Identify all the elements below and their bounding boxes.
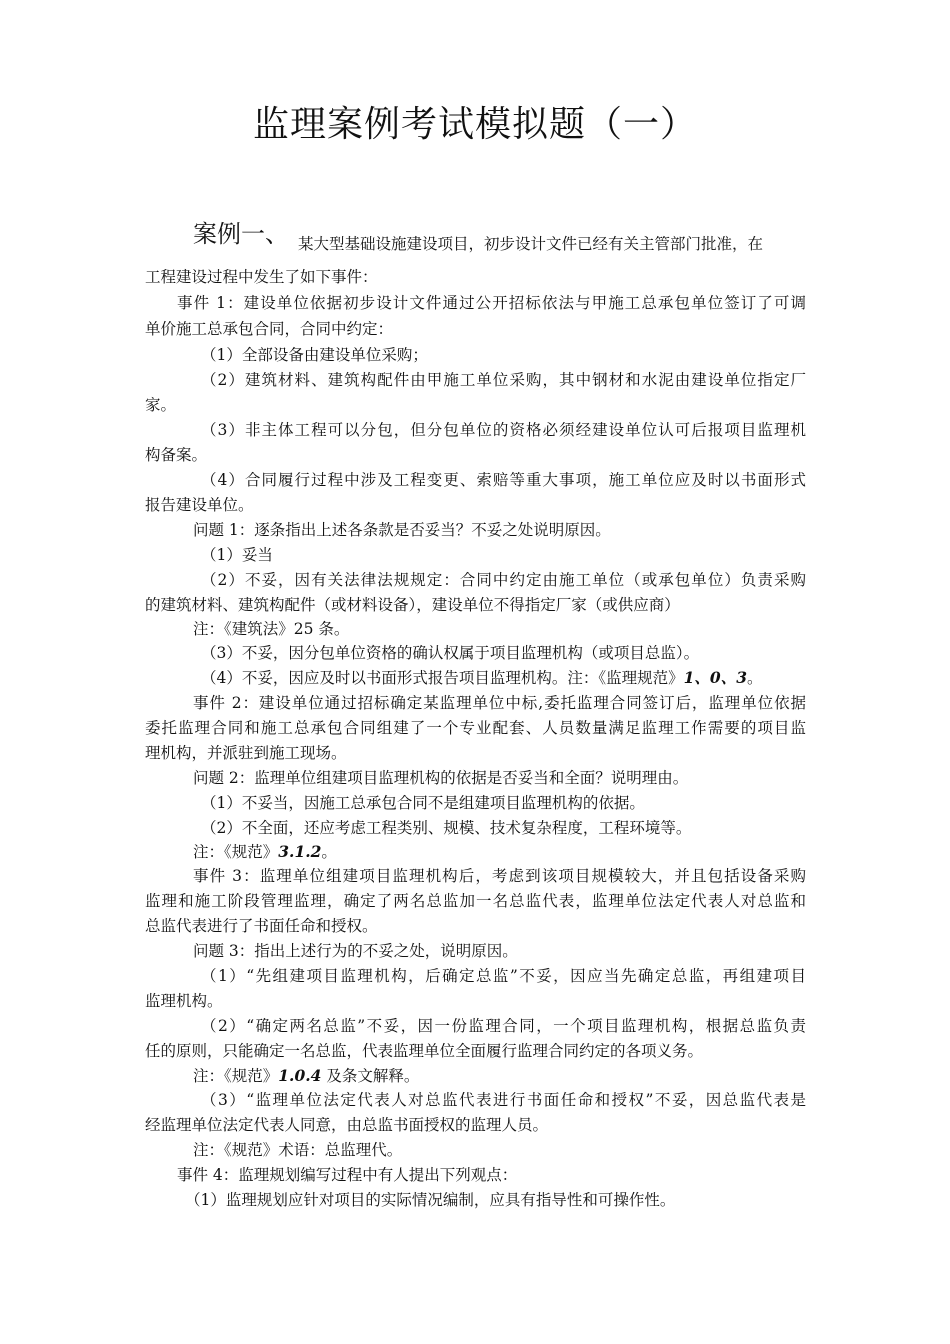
answer-line: （2）不妥，因有关法律法规规定：合同中约定由施工单位（或承包单位）负责采购 [201, 571, 806, 589]
answer-line: 的建筑材料、建筑构配件（或材料设备），建设单位不得指定厂家（或供应商） [145, 596, 680, 614]
document-title: 监理案例考试模拟题（一） [252, 104, 697, 145]
note-line [193, 1064, 419, 1088]
answer-line: （1）妥当 [201, 546, 273, 564]
paragraph-line: 单价施工总承包合同，合同中约定： [145, 320, 394, 338]
note-end: 及条文解释。 [321, 1067, 420, 1085]
note-text: 注：《规范》 [193, 1067, 279, 1085]
paragraph-line: 事件 3：监理单位组建项目监理机构后，考虑到该项目规模较大，并且包括设备采购 [193, 867, 806, 885]
answer-line: 任的原则，只能确定一名总监，代表监理单位全面履行监理合同约定的各项义务。 [145, 1042, 704, 1060]
paragraph-line: 事件 1：建设单位依据初步设计文件通过公开招标依法与甲施工总承包单位签订了可调 [177, 294, 806, 312]
answer-line [201, 666, 763, 690]
answer-line: （3）“监理单位法定代表人对总监代表进行书面任命和授权”不妥，因总监代表是 [201, 1091, 806, 1109]
note-end: 。 [321, 843, 337, 861]
question-line: 问题 1：逐条指出上述各条款是否妥当？不妥之处说明原因。 [193, 521, 611, 539]
paragraph-line: （1）全部设备由建设单位采购； [201, 346, 428, 364]
answer-end: 。 [746, 669, 763, 687]
paragraph-line: 事件 4：监理规划编写过程中有人提出下列观点： [177, 1166, 518, 1184]
question-line: 问题 2：监理单位组建项目监理机构的依据是否妥当和全面？说明理由。 [193, 769, 689, 787]
answer-line: （1）“先组建项目监理机构，后确定总监”不妥，因应当先确定总监，再组建项目 [201, 967, 806, 985]
note-text: 注：《规范》 [193, 843, 279, 861]
answer-line: 监理机构。 [145, 992, 223, 1010]
paragraph-line: （2）建筑材料、建筑构配件由甲施工单位采购，其中钢材和水泥由建设单位指定厂 [201, 371, 806, 389]
paragraph-line: （4）合同履行过程中涉及工程变更、索赔等重大事项，施工单位应及时以书面形式 [201, 471, 806, 489]
answer-line: 经监理单位法定代表人同意，由总监书面授权的监理人员。 [145, 1116, 549, 1134]
paragraph-line: 家。 [145, 396, 177, 414]
paragraph-line: 工程建设过程中发生了如下事件： [145, 268, 378, 286]
answer-line: （3）不妥，因分包单位资格的确认权属于项目监理机构（或项目总监）。 [201, 644, 700, 662]
note-line: 注：《建筑法》25 条。 [193, 620, 350, 638]
paragraph-line: 理机构，并派驻到施工现场。 [145, 744, 347, 762]
answer-line: （2）“确定两名总监”不妥，因一份监理合同，一个项目监理机构，根据总监负责 [201, 1017, 806, 1035]
answer-line: （2）不全面，还应考虑工程类别、规模、技术复杂程度，工程环境等。 [201, 819, 692, 837]
regulation-ref: 1.0.4 [278, 1066, 322, 1085]
answer-text: （4）不妥，因应及时以书面形式报告项目监理机构。注：《监理规范》 [201, 669, 684, 687]
regulation-ref: 1、0、3 [683, 668, 747, 687]
paragraph-line: 某大型基础设施建设项目，初步设计文件已经有关主管部门批准，在 [298, 235, 764, 253]
paragraph-line: 委托监理合同和施工总承包合同组建了一个专业配套、人员数量满足监理工作需要的项目监 [145, 719, 806, 737]
paragraph-line: （1）监理规划应针对项目的实际情况编制，应具有指导性和可操作性。 [185, 1191, 676, 1209]
question-line: 问题 3：指出上述行为的不妥之处，说明原因。 [193, 942, 518, 960]
paragraph-line: 事件 2：建设单位通过招标确定某监理单位中标,委托监理合同签订后，监理单位依据 [193, 694, 806, 712]
regulation-ref: 3.1.2 [278, 842, 322, 861]
answer-line: （1）不妥当，因施工总承包合同不是组建项目监理机构的依据。 [201, 794, 645, 812]
paragraph-line: 构备案。 [145, 446, 208, 464]
paragraph-line: 总监代表进行了书面任命和授权。 [145, 917, 378, 935]
paragraph-line: 监理和施工阶段管理监理，确定了两名总监加一名总监代表，监理单位法定代表人对总监和 [145, 892, 806, 910]
note-line: 注：《规范》术语：总监理代。 [193, 1141, 403, 1159]
paragraph-line: 报告建设单位。 [145, 496, 254, 514]
note-line [193, 840, 337, 864]
paragraph-line: （3）非主体工程可以分包，但分包单位的资格必须经建设单位认可后报项目监理机 [201, 421, 806, 439]
case-heading: 案例一、 [193, 220, 289, 248]
